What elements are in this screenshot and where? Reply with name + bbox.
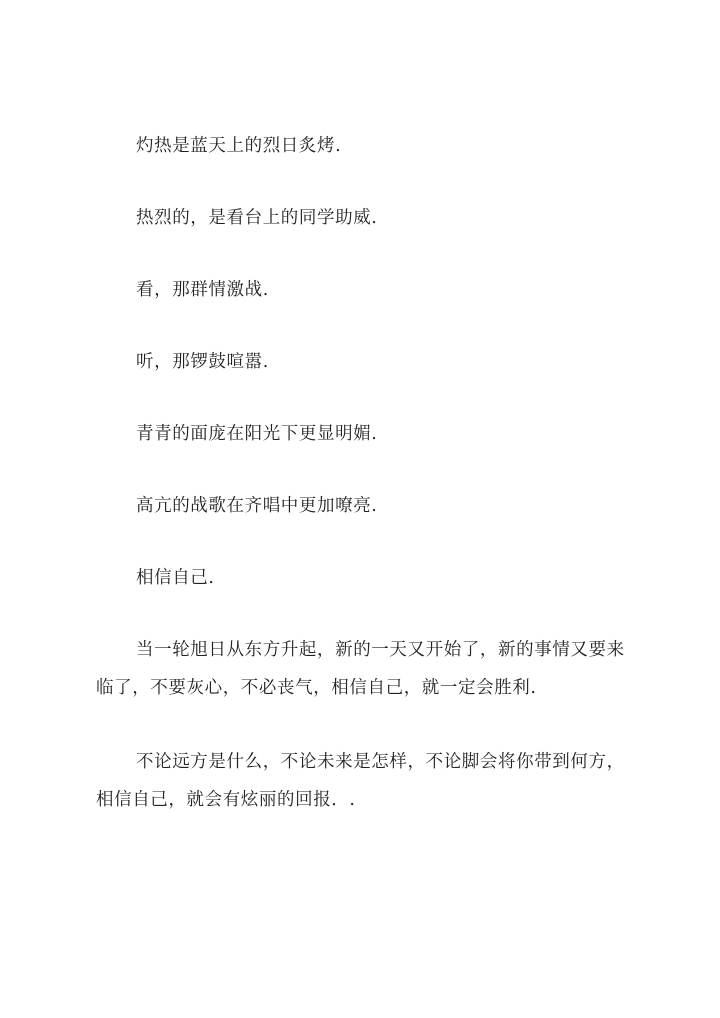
paragraph: 灼热是蓝天上的烈日炙烤. [136,136,342,156]
paragraph: 青青的面庞在阳光下更显明媚. [136,424,378,444]
paragraph: 听，那锣鼓喧嚣. [136,352,269,372]
paragraph: 当一轮旭日从东方升起，新的一天又开始了，新的事情又要来临了，不要灰心，不必丧气，相信自己，就一定会胜利. [96,640,625,698]
paragraph: 高亢的战歌在齐唱中更加嘹亮. [136,496,378,516]
paragraph: 热烈的，是看台上的同学助威. [136,208,378,228]
paragraph: 不论远方是什么，不论未来是怎样，不论脚会将你带到何方，相信自己，就会有炫丽的回报．. [96,752,625,810]
paragraph: 看，那群情激战. [136,280,269,300]
paragraph: 相信自己. [136,568,215,588]
